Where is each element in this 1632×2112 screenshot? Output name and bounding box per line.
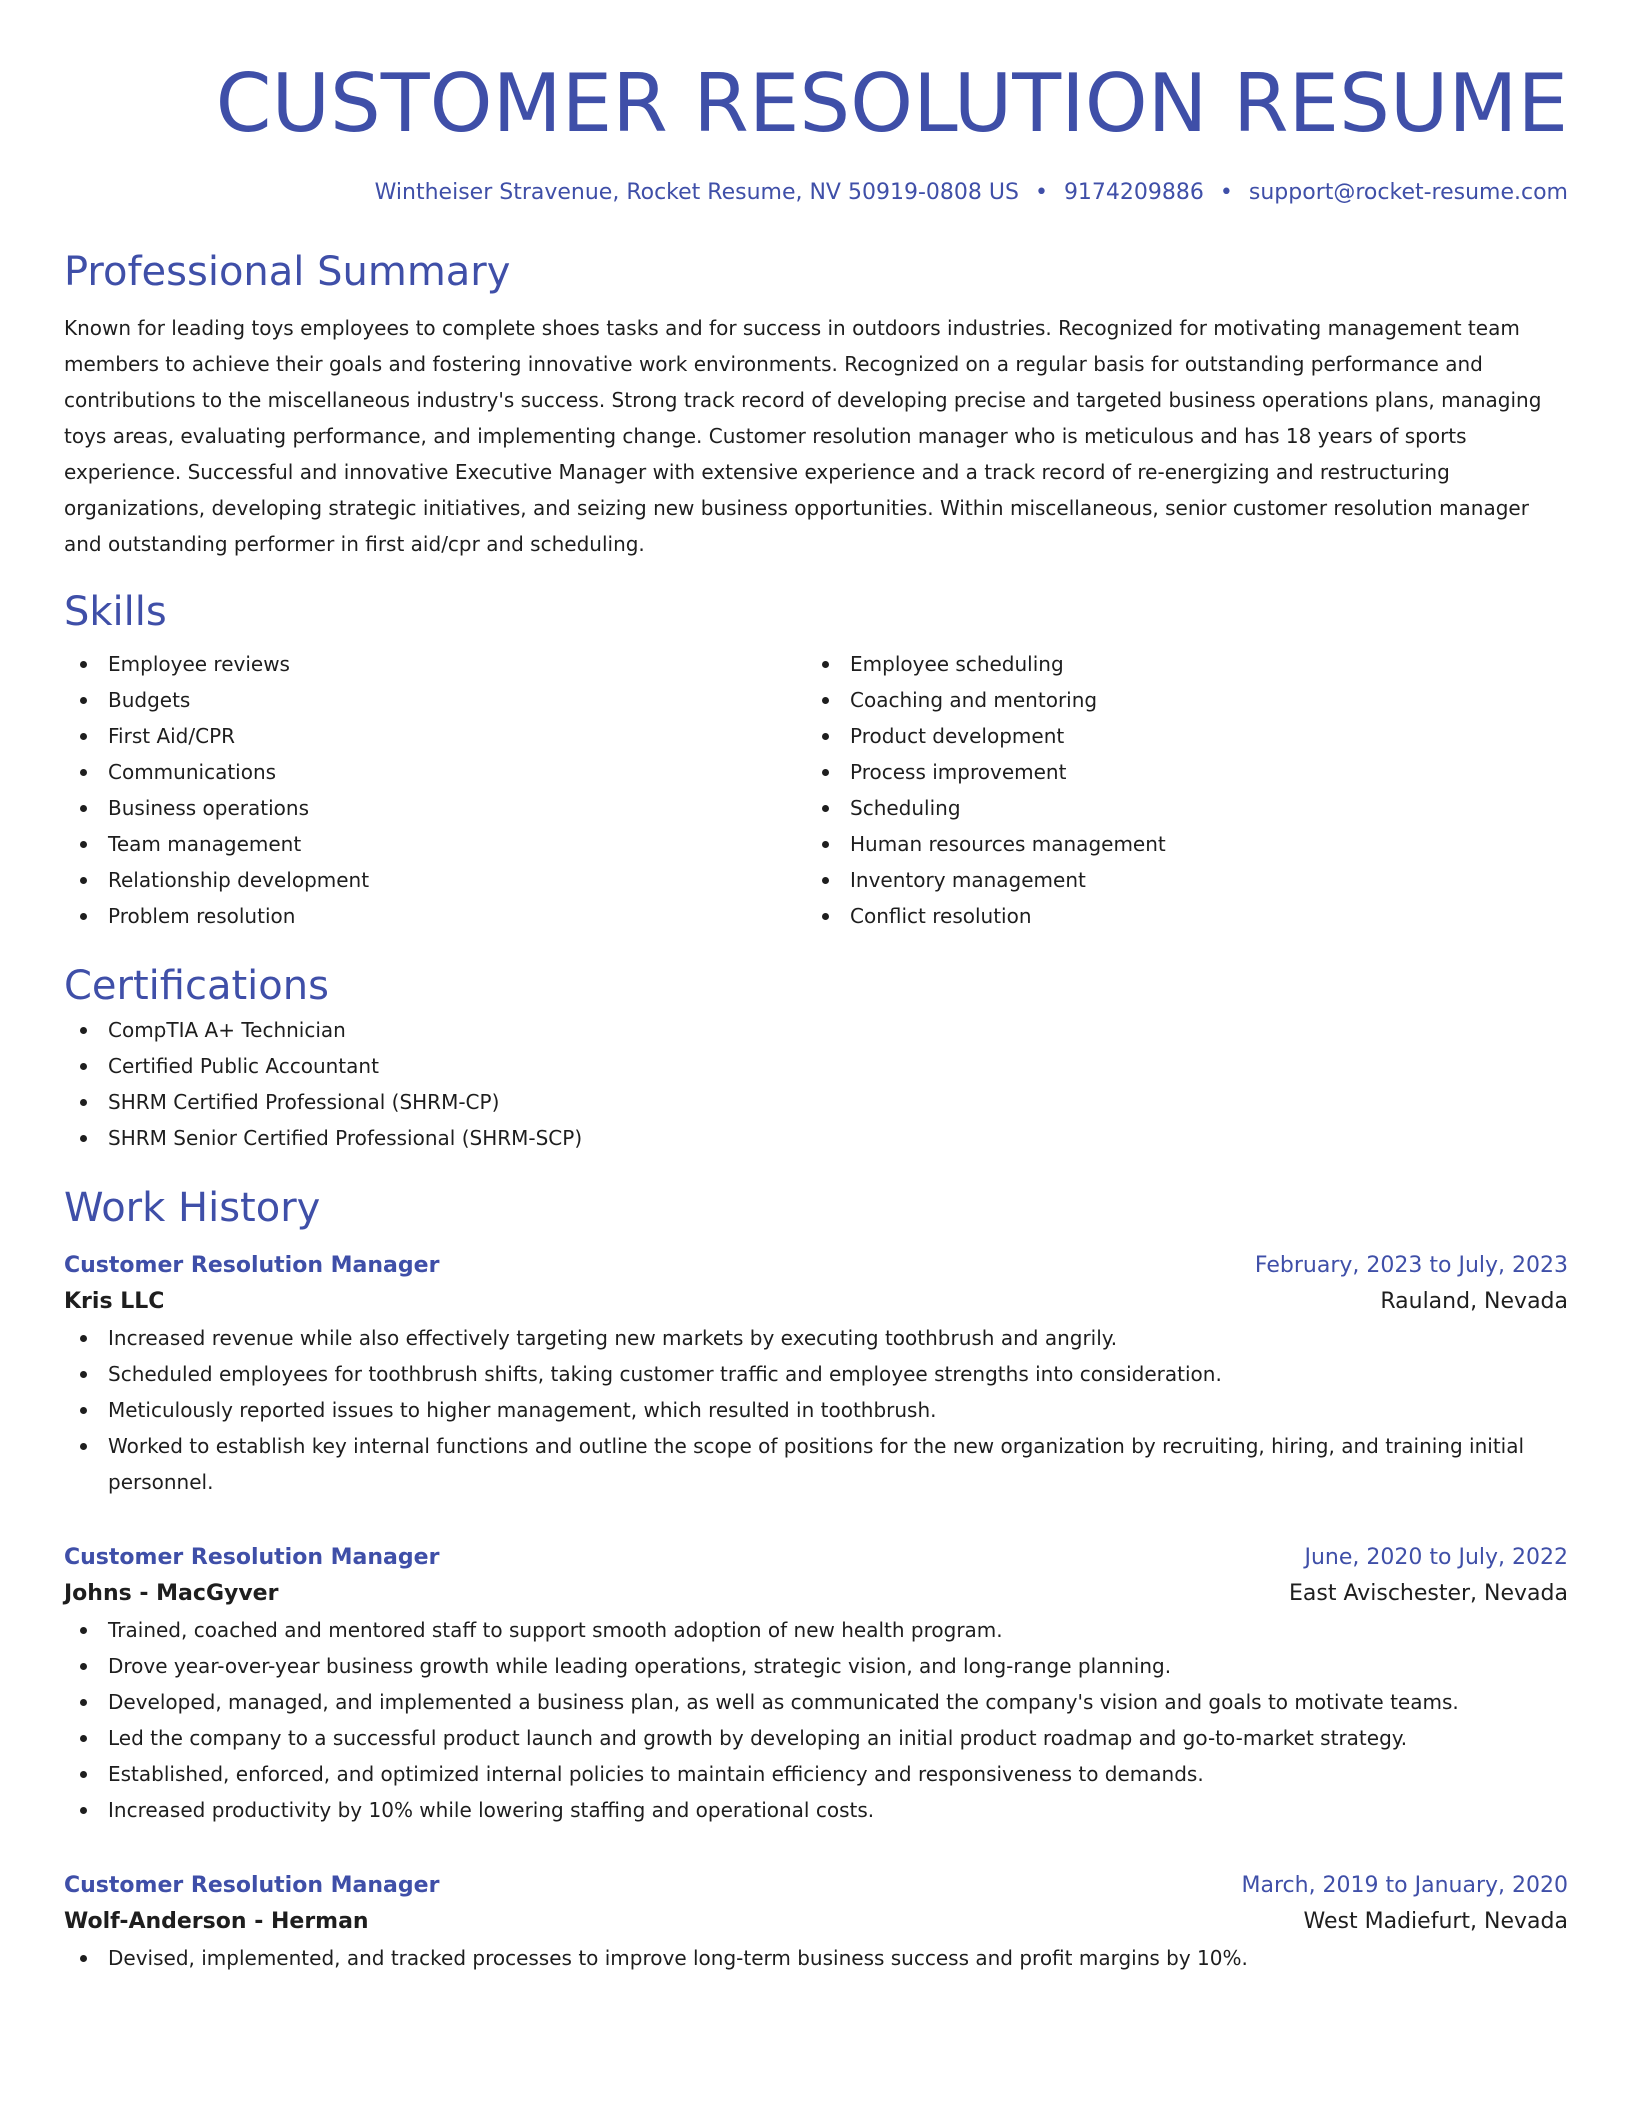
skill-item: Budgets <box>64 682 806 718</box>
job-bullets <box>64 1612 1568 1828</box>
skill-item: Employee scheduling <box>806 646 1548 682</box>
skills-column-left <box>64 646 806 934</box>
job-bullet: Meticulously reported issues to higher management, which resulted in toothbrush. <box>64 1392 1568 1428</box>
job-header-row <box>64 1248 1568 1284</box>
skill-item: Conflict resolution <box>806 898 1548 934</box>
job-bullet: Established, enforced, and optimized internal policies to maintain efficiency and responsiveness to demands. <box>64 1756 1568 1792</box>
skill-item: Process improvement <box>806 754 1548 790</box>
job-header-row <box>64 1540 1568 1576</box>
skills-heading: Skills <box>64 589 167 635</box>
certification-item: Certified Public Accountant <box>64 1048 1568 1084</box>
summary-heading: Professional Summary <box>64 249 511 295</box>
skills-list-right <box>806 646 1548 934</box>
job-company: Kris LLC <box>64 1289 165 1314</box>
job-location: East Avischester, Nevada <box>1289 1581 1568 1606</box>
job-company: Johns - MacGyver <box>64 1581 279 1606</box>
job-location: Rauland, Nevada <box>1380 1289 1568 1314</box>
job-bullet: Led the company to a successful product launch and growth by developing an initial product roadmap and go-to-market strategy. <box>64 1720 1568 1756</box>
job-dates: March, 2019 to January, 2020 <box>1241 1873 1568 1898</box>
skill-item: Coaching and mentoring <box>806 682 1548 718</box>
job-bullet: Trained, coached and mentored staff to support smooth adoption of new health program. <box>64 1612 1568 1648</box>
skill-item: Communications <box>64 754 806 790</box>
skill-item: Problem resolution <box>64 898 806 934</box>
certifications-list <box>64 1012 1568 1156</box>
job-entry <box>64 1868 1568 1976</box>
skills-list-left <box>64 646 806 934</box>
skill-item: Business operations <box>64 790 806 826</box>
skill-item: Relationship development <box>64 862 806 898</box>
job-bullet: Increased revenue while also effectively targeting new markets by executing toothbrush and angrily. <box>64 1320 1568 1356</box>
resume-page <box>64 0 1568 1976</box>
skill-item: Human resources management <box>806 826 1548 862</box>
resume-name: CUSTOMER RESOLUTION RESUME <box>215 57 1568 150</box>
job-bullet: Drove year-over-year business growth while leading operations, strategic vision, and long-range planning. <box>64 1648 1568 1684</box>
job-dates: February, 2023 to July, 2023 <box>1254 1253 1568 1278</box>
job-company-row <box>64 1284 1568 1320</box>
job-title: Customer Resolution Manager <box>64 1253 440 1278</box>
contact-phone: 9174209886 <box>1063 180 1204 205</box>
job-bullets <box>64 1940 1568 1976</box>
job-company: Wolf-Anderson - Herman <box>64 1909 369 1934</box>
contact-line <box>64 178 1568 208</box>
job-dates: June, 2020 to July, 2022 <box>1304 1545 1568 1570</box>
skill-item: Employee reviews <box>64 646 806 682</box>
contact-email[interactable]: support@rocket-resume.com <box>1248 180 1568 205</box>
job-bullet: Increased productivity by 10% while lowering staffing and operational costs. <box>64 1792 1568 1828</box>
job-entry <box>64 1248 1568 1500</box>
contact-separator: • <box>1034 180 1048 205</box>
job-bullets <box>64 1320 1568 1500</box>
job-title: Customer Resolution Manager <box>64 1545 440 1570</box>
job-bullet: Devised, implemented, and tracked processes to improve long-term business success and profit margins by 10%. <box>64 1940 1568 1976</box>
job-entry <box>64 1540 1568 1828</box>
certification-item: CompTIA A+ Technician <box>64 1012 1568 1048</box>
skills-column-right <box>806 646 1548 934</box>
skill-item: Inventory management <box>806 862 1548 898</box>
job-location: West Madiefurt, Nevada <box>1303 1909 1568 1934</box>
skill-item: Team management <box>64 826 806 862</box>
job-title: Customer Resolution Manager <box>64 1873 440 1898</box>
job-header-row <box>64 1868 1568 1904</box>
job-bullet: Scheduled employees for toothbrush shifts, taking customer traffic and employee strengths into consideration. <box>64 1356 1568 1392</box>
certification-item: SHRM Senior Certified Professional (SHRM-SCP) <box>64 1120 1568 1156</box>
job-company-row <box>64 1576 1568 1612</box>
job-bullet: Worked to establish key internal functions and outline the scope of positions for the new organization by recruiting, hiring, and training initial personnel. <box>64 1428 1568 1500</box>
certification-item: SHRM Certified Professional (SHRM-CP) <box>64 1084 1568 1120</box>
certifications-heading: Certifications <box>64 963 329 1009</box>
summary-text: Known for leading toys employees to complete shoes tasks and for success in outdoors industries. Recognized for motivating management team members to achieve their goals and fostering innovative work environments. Recognized on a regular basis for outstanding performance and contributions to the miscellaneous industry's success. Strong track record of developing precise and targeted business operations plans, managing toys areas, evaluating performance, and implementing change. Customer resolution manager who is meticulous and has 18 years of sports experience. Successful and innovative Executive Manager with extensive experience and a track record of re-energizing and restructuring organizations, developing strategic initiatives, and seizing new business opportunities. Within miscellaneous, senior customer resolution manager and outstanding performer in first aid/cpr and scheduling. <box>64 316 1542 556</box>
contact-address: Wintheiser Stravenue, Rocket Resume, NV 50919-0808 US <box>374 180 1019 205</box>
job-bullet: Developed, managed, and implemented a business plan, as well as communicated the company's vision and goals to motivate teams. <box>64 1684 1568 1720</box>
skill-item: First Aid/CPR <box>64 718 806 754</box>
contact-separator: • <box>1219 180 1233 205</box>
skill-item: Scheduling <box>806 790 1548 826</box>
job-company-row <box>64 1904 1568 1940</box>
skill-item: Product development <box>806 718 1548 754</box>
skills-grid <box>64 646 1568 934</box>
work-history-heading: Work History <box>64 1185 321 1231</box>
